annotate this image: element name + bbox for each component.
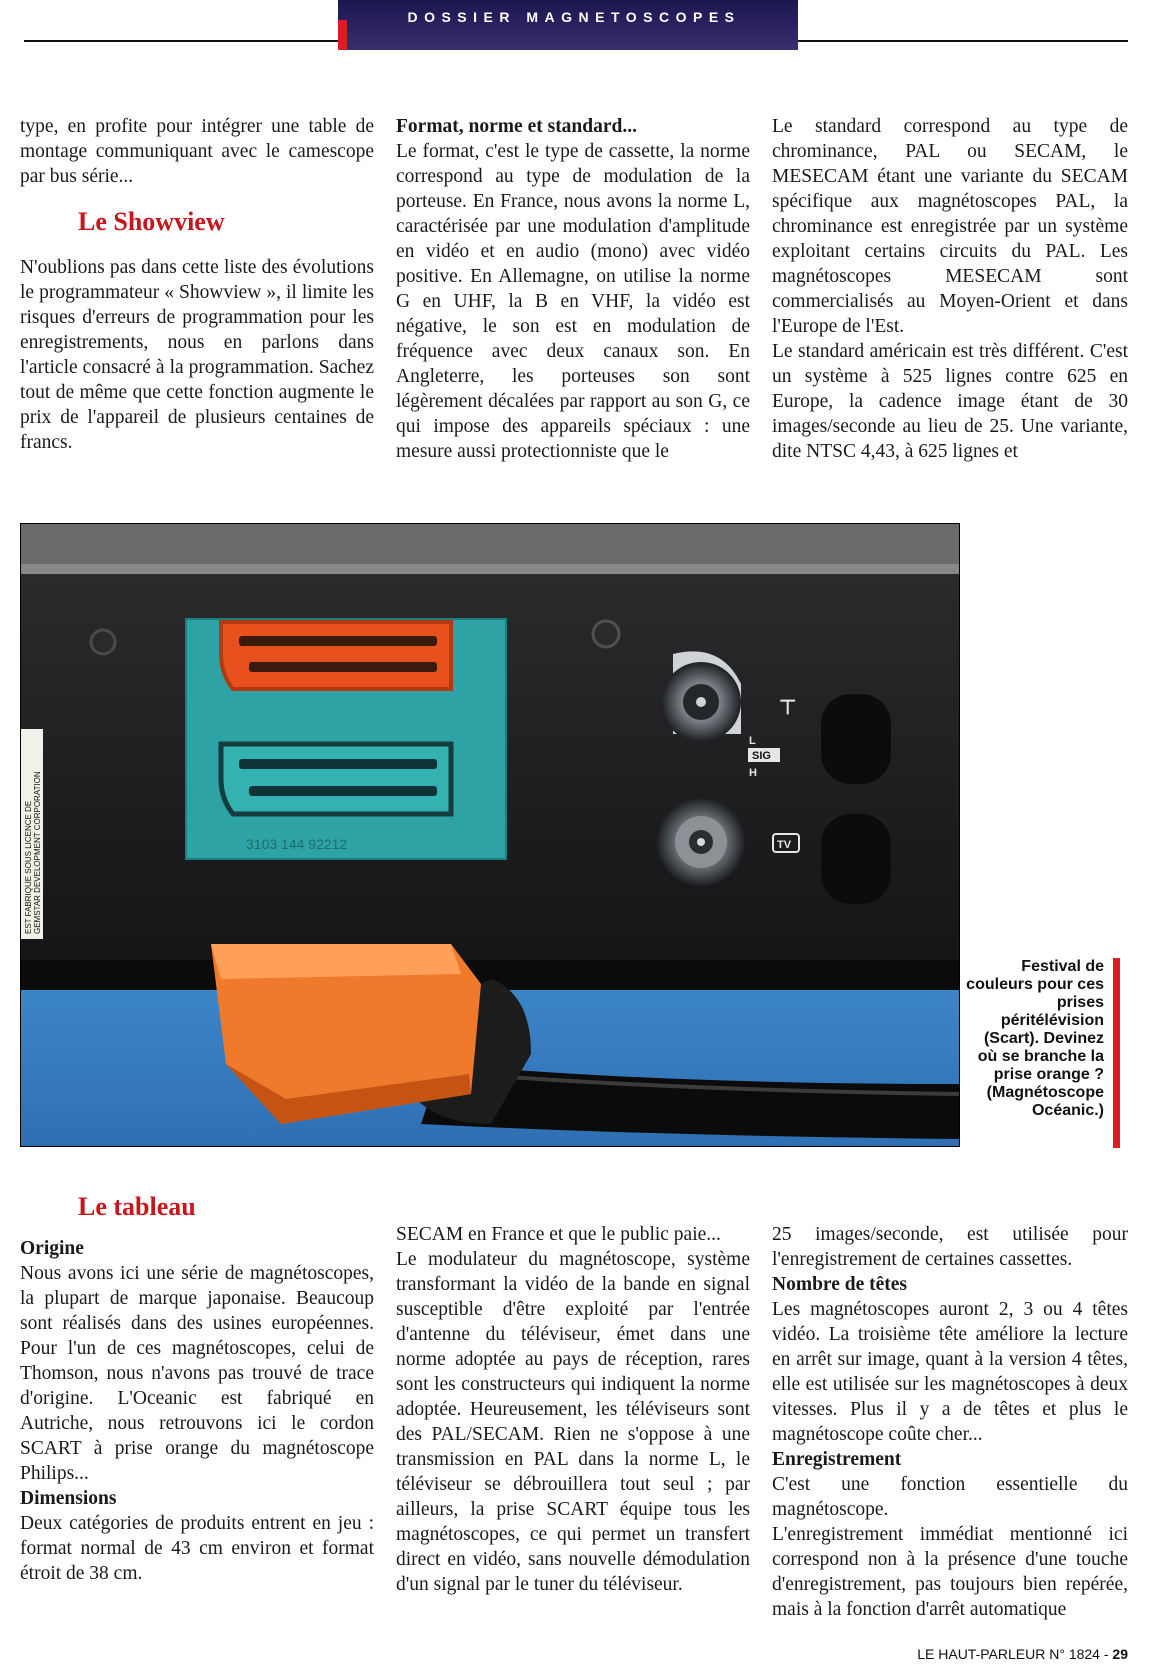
top-column-3 bbox=[772, 114, 1128, 464]
photo-caption: Festival de couleurs pour ces prises péritélévision (Scart). Devinez où se branche la prise orange ? (Magnétoscope Océanic.) bbox=[966, 958, 1104, 1119]
svg-text:EST FABRIQUE SOUS LICENCE DE: EST FABRIQUE SOUS LICENCE DE bbox=[24, 800, 33, 934]
scart-socket-teal bbox=[221, 744, 451, 814]
subheading-dimensions: Dimensions bbox=[20, 1488, 117, 1509]
page-footer bbox=[917, 1646, 1128, 1662]
svg-text:L: L bbox=[749, 735, 756, 747]
gemstar-label bbox=[21, 729, 43, 939]
paragraph: Deux catégories de produits entrent en jeu : format normal de 43 cm environ et format étroit de 38 cm. bbox=[20, 1513, 374, 1584]
paragraph: type, en profite pour intégrer une table de montage communiquant avec le camescope par bus série... bbox=[20, 116, 374, 187]
paragraph: L'enregistrement immédiat mentionné ici correspond non à la présence d'une touche d'enregistrement, pas toujours bien repérée, mais à la fonction d'arrêt automatique bbox=[772, 1524, 1128, 1620]
scart-socket-orange bbox=[221, 622, 451, 689]
subheading-tetes: Nombre de têtes bbox=[772, 1274, 908, 1295]
paragraph: C'est une fonction essentielle du magnétoscope. bbox=[772, 1474, 1128, 1520]
paragraph: Le standard correspond au type de chrominance, PAL ou SECAM, le MESECAM étant une variante du SECAM spécifique aux magnétoscopes PAL, la chrominance est enregistrée par un système exploitant certains circuits du PAL. Les magnétoscopes MESECAM sont commercialisés au Moyen-Orient et dans l'Europe de l'Est. bbox=[772, 116, 1128, 337]
section-title: DOSSIER MAGNETOSCOPES bbox=[407, 9, 741, 25]
paragraph: N'oublions pas dans cette liste des évolutions le programmateur « Showview », il limite les risques d'erreurs de programmation pour les enregistrements, nous en parlons dans l'article consacré à la programmation. Sachez tout de même que cette fonction augmente le prix de l'appareil de plusieurs centaines de francs. bbox=[20, 257, 374, 453]
subheading-format: Format, norme et standard... bbox=[396, 116, 637, 137]
caption-accent-bar bbox=[1113, 958, 1120, 1148]
publication-name: LE HAUT-PARLEUR N° 1824 - bbox=[917, 1646, 1109, 1662]
page-number: 29 bbox=[1112, 1646, 1128, 1662]
rf-jack-lower bbox=[657, 798, 745, 886]
paragraph: Nous avons ici une série de magnétoscopes, la plupart de marque japonaise. Beaucoup sont réalisés dans des usines européennes. Pour l'un de ces magnétoscopes, celui de Thomson, nous n'avons pas trouvé de trace d'origine. L'Oceanic est fabriqué en Autriche, nous retrouvons ici le cordon SCART à prise orange du magnétoscope Philips... bbox=[20, 1263, 374, 1484]
top-column-2 bbox=[396, 114, 750, 464]
subheading-origine: Origine bbox=[20, 1238, 84, 1259]
paragraph: Le modulateur du magnétoscope, système transformant la vidéo de la bande en signal susceptible d'être exploité par l'entrée d'antenne du téléviseur, émet dans une norme adoptée au pays de réception, rares sont les constructeurs qui indiquent la norme adoptée. Heureusement, les téléviseurs sont des PAL/SECAM. Rien ne s'oppose à une transmission en PAL dans la norme L, le téléviseur se débrouillera tout seul ; par ailleurs, la prise SCART équipe tous les magnétoscopes, ce qui permet un transfert direct en vidéo, sans nouvelle démodulation d'un signal par le tuner du téléviseur. bbox=[396, 1249, 750, 1595]
paragraph: Le format, c'est le type de cassette, la norme correspond au type de modulation de la porteuse. En France, nous avons la norme L, caractérisée par une modulation d'amplitude en vidéo et en audio (mono) avec vidéo positive. En Allemagne, on utilise la norme G en UHF, la B en VHF, la vidéo est négative, le son est en modulation de fréquence avec deux canaux son. En Angleterre, les porteuses son sont légèrement décalées par rapport au son G, ce qui impose des appareils spéciaux : une mesure aussi protectionniste que le bbox=[396, 141, 750, 462]
header-rule-left bbox=[24, 40, 338, 42]
paragraph: SECAM en France et que le public paie... bbox=[396, 1224, 721, 1245]
paragraph: Le standard américain est très différent. C'est un système à 525 lignes contre 625 en Europe, la cadence image étant de 30 images/seconde au lieu de 25. Une variante, dite NTSC 4,43, à 625 lignes et bbox=[772, 341, 1128, 462]
top-column-1 bbox=[20, 114, 374, 455]
svg-text:H: H bbox=[749, 767, 757, 779]
bottom-column-3 bbox=[772, 1222, 1128, 1622]
paragraph: 25 images/seconde, est utilisée pour l'enregistrement de certaines cassettes. bbox=[772, 1224, 1128, 1270]
bottom-column-1 bbox=[20, 1192, 374, 1586]
svg-text:SIG: SIG bbox=[752, 750, 771, 762]
heading-showview: Le Showview bbox=[78, 207, 225, 236]
bottom-column-2 bbox=[396, 1222, 750, 1597]
svg-text:GEMSTAR DEVELOPMENT CORPORATIO: GEMSTAR DEVELOPMENT CORPORATION bbox=[33, 771, 42, 934]
heading-tableau: Le tableau bbox=[78, 1192, 196, 1221]
svg-text:3103 144 92212: 3103 144 92212 bbox=[246, 836, 348, 852]
rf-out-label: ⊤ bbox=[779, 697, 797, 719]
vcr-rear-panel-photo bbox=[20, 523, 960, 1147]
header-rule-right bbox=[798, 40, 1128, 42]
subheading-enregistrement: Enregistrement bbox=[772, 1449, 902, 1470]
paragraph: Les magnétoscopes auront 2, 3 ou 4 têtes vidéo. La troisième tête améliore la lecture en arrêt sur image, quant à la version 4 têtes, elle est utilisée sur les magnétoscopes à deux vitesses. Plus il y a de têtes et plus le magnétoscope coûte cher... bbox=[772, 1299, 1128, 1445]
vcr-illustration bbox=[21, 524, 960, 1147]
tv-label: TV bbox=[777, 839, 792, 851]
header-accent bbox=[338, 20, 347, 50]
